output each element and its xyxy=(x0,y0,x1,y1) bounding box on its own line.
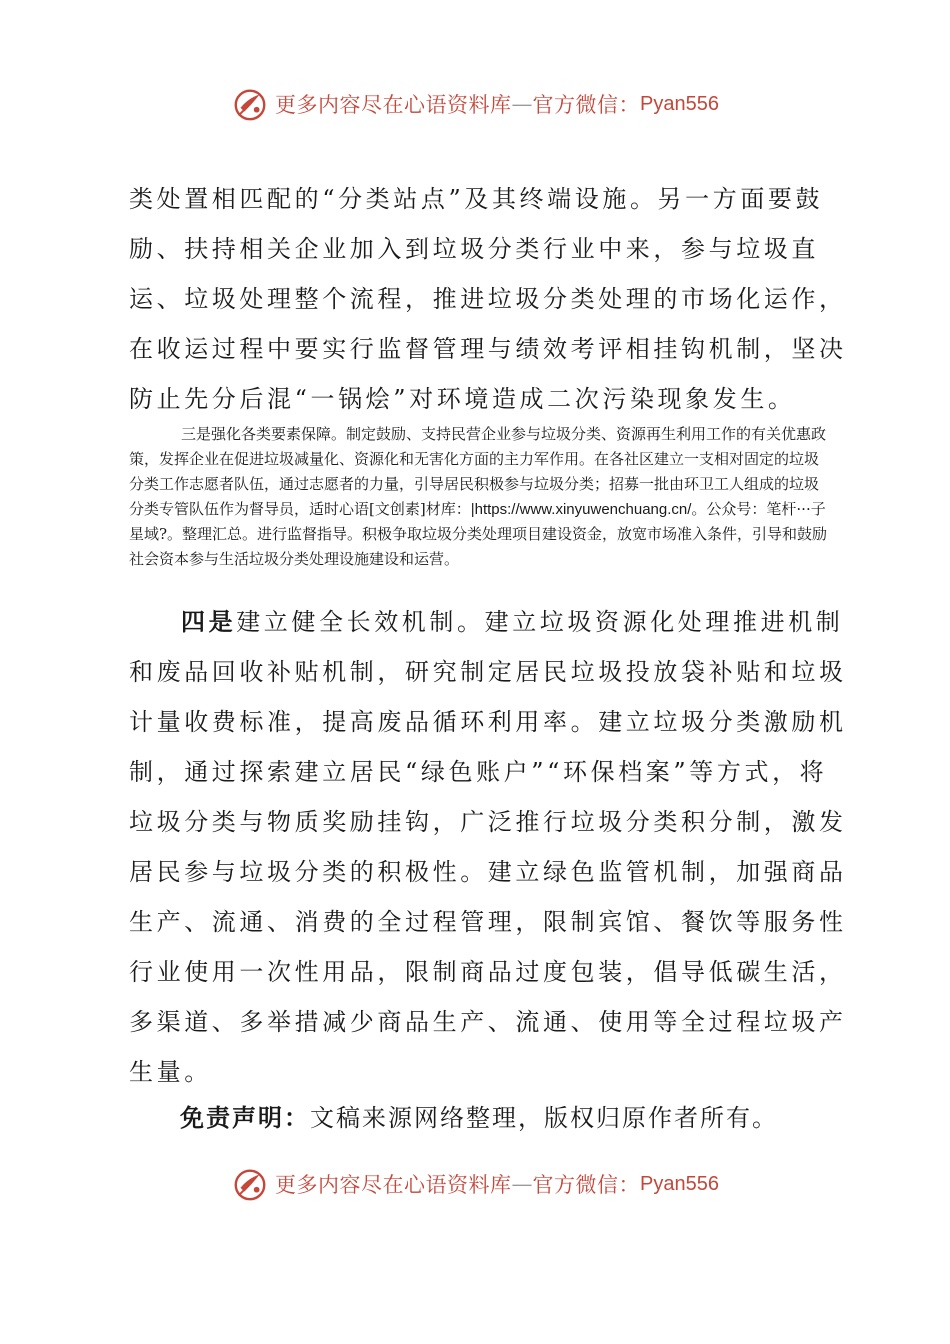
logo-icon xyxy=(231,1165,269,1203)
header-banner xyxy=(0,84,950,124)
disclaimer-label: 免责声明： xyxy=(180,1104,310,1132)
banner-wechat-id: Pyan556 xyxy=(640,92,719,115)
banner-wechat-id: Pyan556 xyxy=(640,1172,719,1195)
banner-separator: — xyxy=(511,1172,533,1196)
disclaimer xyxy=(180,1093,860,1143)
banner-title: 更多内容尽在心语资料库 xyxy=(275,1173,512,1197)
paragraph-2-part1: 三是强化各类要素保障。制定鼓励、支持民营企业参与垃圾分类、资源再生利用工作的有关优惠政策，发挥企业在促进垃圾减量化、资源化和无害化方面的主力军作用。在各社区建立一支相对固定的垃圾分类工作志愿者队伍，通过志愿者的力量，引导居民积极参与垃圾分类；招募一批由环卫工人组成的垃圾分类专管队伍作为督导员，适时心语[文创素]材库： xyxy=(129,425,827,518)
paragraph-2-part2: 。公众号：笔杆···子星域?。整理汇总。进行监督指导。积极争取垃圾分类处理项目建设资金，放宽市场准入条件，引导和鼓励社会资本参与生活垃圾分类处理设施建设和运营。 xyxy=(129,500,828,568)
paragraph-3 xyxy=(129,597,853,1097)
source-url: |https://www.xinyuwenchuang.cn/ xyxy=(470,501,692,518)
banner-wechat-label: 官方微信： xyxy=(532,93,641,117)
paragraph-2 xyxy=(129,422,833,572)
banner-wechat-label: 官方微信： xyxy=(532,1173,641,1197)
paragraph-3-lead: 四是 xyxy=(181,608,237,636)
paragraph-3-body: 建立健全长效机制。建立垃圾资源化处理推进机制和废品回收补贴机制，研究制定居民垃圾投放袋补贴和垃圾计量收费标准，提高废品循环利用率。建立垃圾分类激励机制，通过探索建立居民“绿色账户”“环保档案”等方式，将垃圾分类与物质奖励挂钩，广泛推行垃圾分类积分制，激发居民参与垃圾分类的积极性。建立绿色监管机制，加强商品生产、流通、消费的全过程管理，限制宾馆、餐饮等服务性行业使用一次性用品，限制商品过度包装，倡导低碳生活，多渠道、多举措减少商品生产、流通、使用等全过程垃圾产生量。 xyxy=(129,608,847,1086)
banner-separator: — xyxy=(511,92,533,116)
footer-banner xyxy=(0,1164,950,1204)
paragraph-1: 类处置相匹配的“分类站点”及其终端设施。另一方面要鼓励、扶持相关企业加入到垃圾分类行业中来，参与垃圾直运、垃圾处理整个流程，推进垃圾分类处理的市场化运作，在收运过程中要实行监督管理与绩效考评相挂钩机制，坚决防止先分后混“一锅烩”对环境造成二次污染现象发生。 xyxy=(129,185,847,413)
banner-title: 更多内容尽在心语资料库 xyxy=(275,93,512,117)
logo-icon xyxy=(231,85,269,123)
disclaimer-text: 文稿来源网络整理，版权归原作者所有。 xyxy=(310,1104,778,1132)
